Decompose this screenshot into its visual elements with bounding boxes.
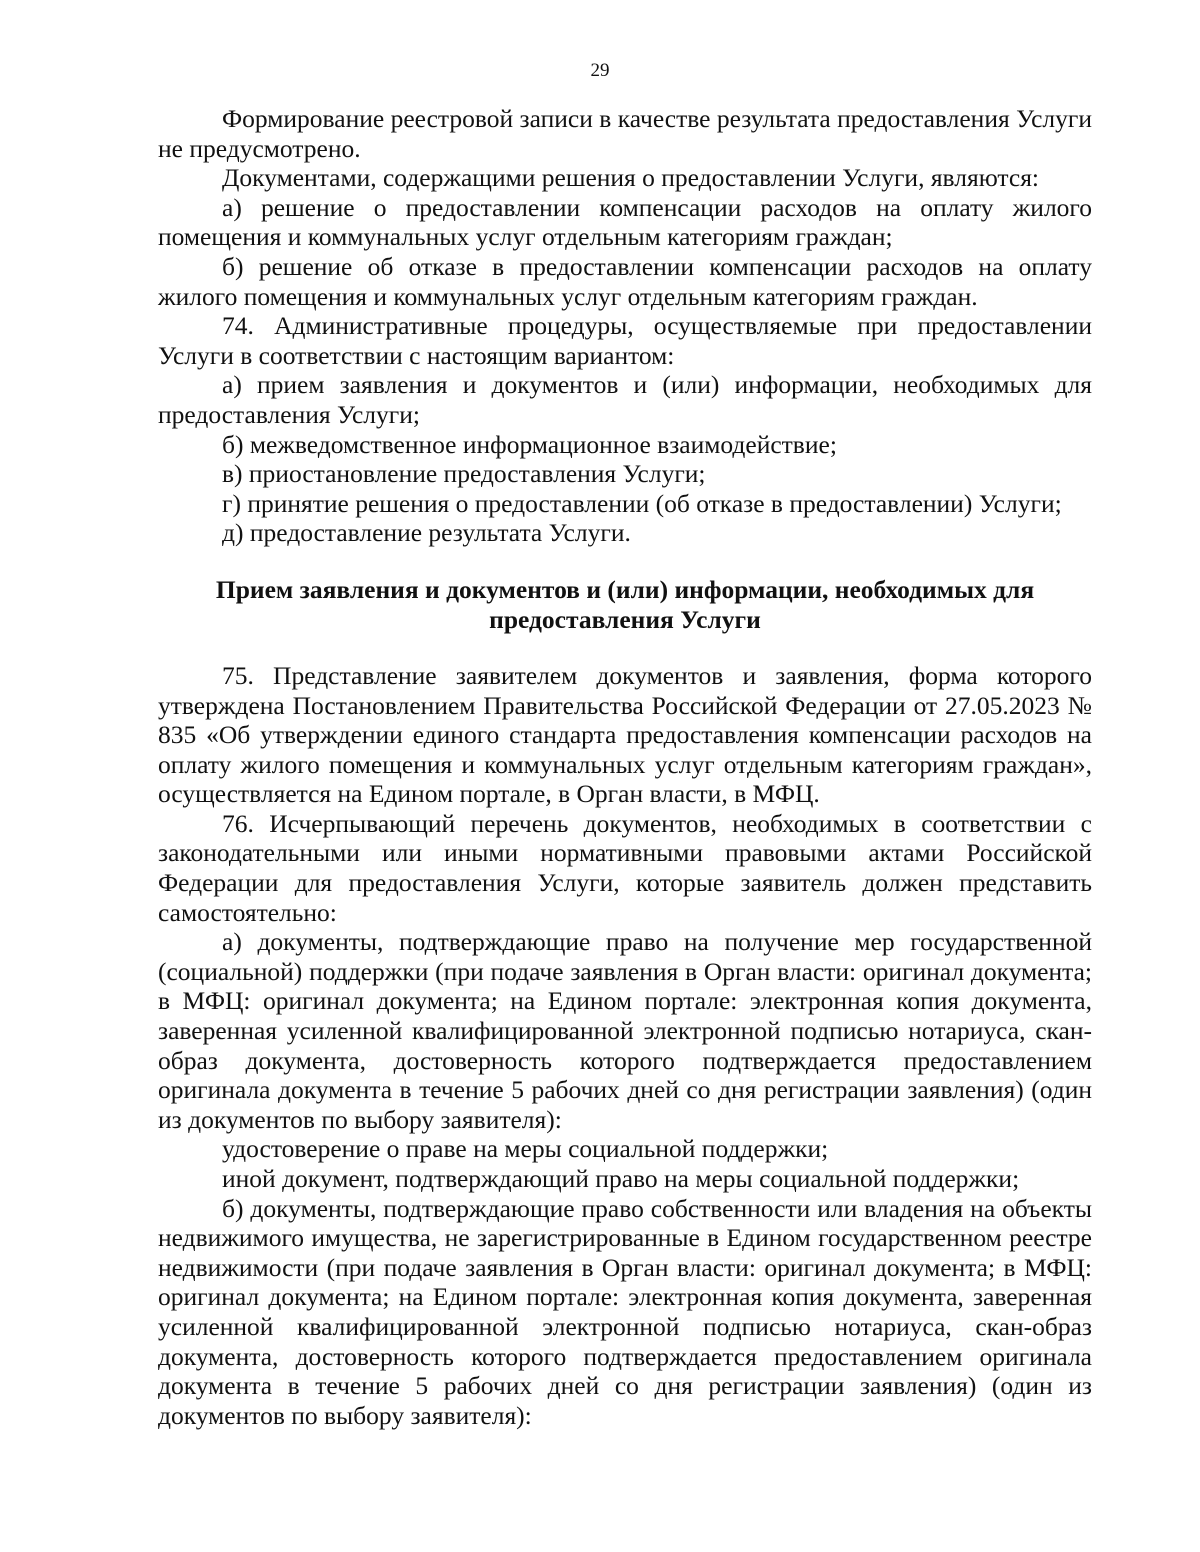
section-heading <box>158 575 1092 635</box>
list-item-procedure-a: а) прием заявления и документов и (или) информации, необходимых для предоставления Услуги; <box>158 370 1092 429</box>
paragraph-registry-record: Формирование реестровой записи в качестве результата предоставления Услуги не предусмотрено. <box>158 104 1092 163</box>
list-item-decision-a: а) решение о предоставлении компенсации расходов на оплату жилого помещения и коммунальных услуг отдельным категориям граждан; <box>158 192 1092 252</box>
list-item-documents-b: б) документы, подтверждающие право собственности или владения на объекты недвижимого имущества, не зарегистрированные в Едином государственном реестре недвижимости (при подаче заявления в Орган власти: оригинал документа; в МФЦ: оригинал документа; на Едином портале: электронная копия документа, заверенная усиленной квалифицированной электронной подписью нотариуса, скан-образ документа, достоверность которого подтверждается предоставлением оригинала документа в течение 5 рабочих дней со дня регистрации заявления) (один из документов по выбору заявителя): <box>158 1193 1092 1430</box>
paragraph-74: 74. Административные процедуры, осуществляемые при предоставлении Услуги в соответствии с настоящим вариантом: <box>158 311 1092 370</box>
list-item-other-document: иной документ, подтверждающий право на меры социальной поддержки; <box>222 1164 1020 1193</box>
paragraph-75: 75. Представление заявителем документов и заявления, форма которого утверждена Постановлением Правительства Российской Федерации от 27.05.2023 № 835 «Об утверждении единого стандарта предоставления компенсации расходов на оплату жилого помещения и коммунальных услуг отдельным категориям граждан», осуществляется на Едином портале, в Орган власти, в МФЦ. <box>158 660 1092 809</box>
section-heading-line-1: Прием заявления и документов и (или) информации, необходимых для <box>215 574 1035 604</box>
list-item-decision-b: б) решение об отказе в предоставлении компенсации расходов на оплату жилого помещения и коммунальных услуг отдельным категориям граждан. <box>158 251 1092 311</box>
list-item-documents-a: а) документы, подтверждающие право на получение мер государственной (социальной) поддержки (при подаче заявления в Орган власти: оригинал документа; в МФЦ: оригинал документа; на Едином портале: электронная копия документа, заверенная усиленной квалифицированной электронной подписью нотариуса, скан-образ документа, достоверность которого подтверждается предоставлением оригинала документа в течение 5 рабочих дней со дня регистрации заявления) (один из документов по выбору заявителя): <box>158 927 1092 1134</box>
paragraph-76: 76. Исчерпывающий перечень документов, необходимых в соответствии с законодательными или иными нормативными правовыми актами Российской Федерации для предоставления Услуги, которые заявитель должен представить самостоятельно: <box>158 808 1092 927</box>
section-heading-line-2: предоставления Услуги <box>489 604 761 634</box>
list-item-procedure-d: г) принятие решения о предоставлении (об отказе в предоставлении) Услуги; <box>222 488 1062 518</box>
list-item-procedure-b: б) межведомственное информационное взаимодействие; <box>222 429 837 459</box>
document-body <box>158 104 1092 1430</box>
page-number: 29 <box>590 60 610 81</box>
list-item-certificate: удостоверение о праве на меры социальной поддержки; <box>222 1134 829 1164</box>
paragraph-decision-documents: Документами, содержащими решения о предоставлении Услуги, являются: <box>222 163 1040 193</box>
list-item-procedure-c: в) приостановление предоставления Услуги; <box>222 459 706 489</box>
list-item-procedure-e: д) предоставление результата Услуги. <box>222 518 631 548</box>
